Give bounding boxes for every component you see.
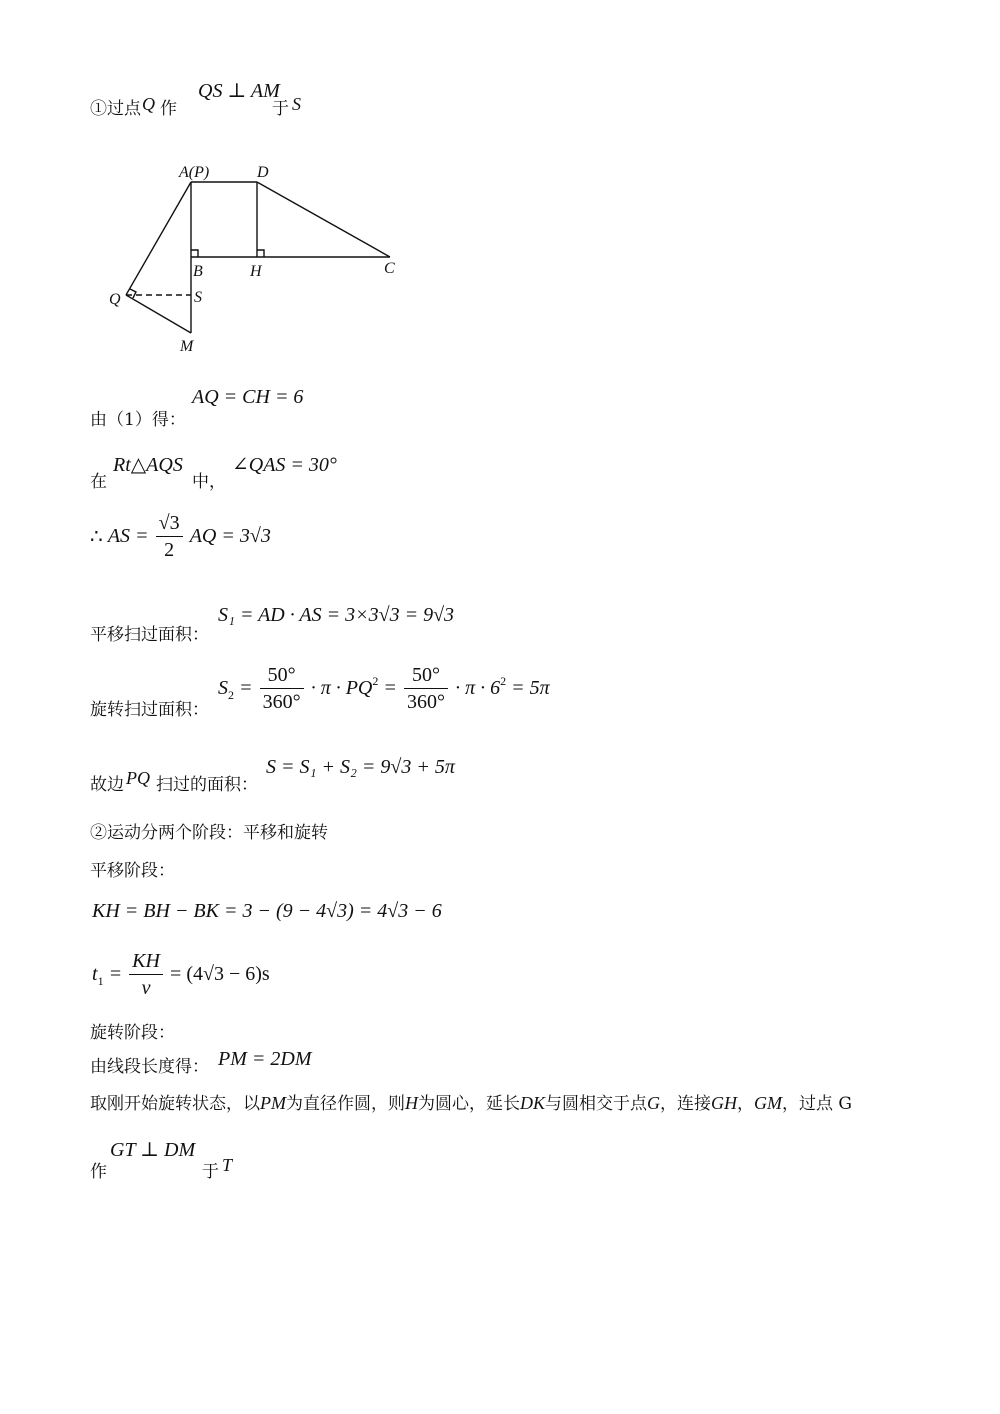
- s2-middle: · $\pi \cdot PQ^2$ =: [310, 674, 397, 699]
- point-s: S: [292, 94, 301, 114]
- step-4-lhs: AS =: [107, 525, 149, 547]
- point-h: H: [405, 1093, 418, 1113]
- step-3-mid: 中，: [192, 472, 226, 492]
- step-2-formula: AQ = CH = 6: [192, 386, 304, 408]
- text-segment: ，: [737, 1094, 755, 1114]
- step-3-formula: ∠QAS = 30°: [232, 454, 337, 476]
- step-1-zuo: 作: [160, 99, 177, 119]
- t1-lhs: $t_1$ =: [92, 963, 123, 988]
- fraction-numerator: KH: [129, 948, 163, 975]
- fraction-denominator: v: [141, 977, 151, 999]
- step-6-prefix: 旋转扫过面积：: [90, 700, 209, 720]
- translation-stage-label: 平移阶段：: [90, 861, 175, 881]
- point-q: Q: [142, 94, 155, 114]
- step-15-zuo: 作: [90, 1162, 107, 1182]
- pm-2dm-formula: PM = 2DM: [218, 1048, 312, 1070]
- angle-fraction-2: [404, 662, 448, 715]
- kh-over-v: [129, 948, 163, 1001]
- kh-formula: KH = BH − BK = 3 − (9 − 4√3) = 4√3 − 6: [92, 900, 442, 922]
- label-a-p: A(P): [179, 164, 210, 181]
- step-1-formula: QS ⊥ AM: [198, 80, 280, 102]
- text-segment: 与圆相交于点: [545, 1094, 648, 1114]
- segment-gm: GM: [754, 1093, 783, 1113]
- label-m: M: [180, 338, 194, 355]
- step-5-prefix: 平移扫过面积：: [90, 625, 209, 645]
- therefore-symbol: ∴: [90, 526, 103, 548]
- label-q: Q: [109, 291, 121, 308]
- text-segment: ，过点 G: [782, 1094, 852, 1114]
- point-t: T: [222, 1155, 233, 1175]
- fraction-denominator: 2: [164, 539, 175, 561]
- segment-dk: DK: [520, 1093, 546, 1113]
- step-4-line: [90, 510, 271, 563]
- sqrt3-over-2: [156, 510, 183, 563]
- segment-pm: PM: [260, 1093, 286, 1113]
- angle-fraction-1: [260, 662, 304, 715]
- point-g: G: [647, 1093, 661, 1113]
- step-2-prefix: 由（1）得：: [90, 410, 186, 430]
- fraction-denominator: 360°: [262, 691, 301, 713]
- t1-result: = (4√3 − 6)s: [170, 963, 270, 985]
- rotation-stage-label: 旋转阶段：: [90, 1023, 175, 1043]
- fraction-numerator: √3: [156, 510, 183, 537]
- label-b: B: [193, 263, 203, 280]
- step-15-yu: 于: [202, 1162, 219, 1182]
- step-6-formula: [218, 662, 550, 715]
- segment-pq: PQ: [126, 768, 150, 788]
- step-7-suffix: 扫过的面积：: [156, 775, 258, 795]
- step-1-yu: 于: [272, 99, 289, 119]
- fraction-denominator: 360°: [406, 691, 445, 713]
- stage-heading: ②运动分两个阶段：平移和旋转: [90, 823, 328, 843]
- text-segment: 取刚开始旋转状态，以: [90, 1094, 260, 1114]
- step-7-formula: S = S₁ + S₂ = 9√3 + 5π: [266, 756, 455, 778]
- t1-formula: [92, 948, 270, 1001]
- step-7-prefix: 故边: [90, 775, 124, 795]
- s2-result: · $\pi \cdot 6^2 = 5\pi$: [455, 674, 550, 699]
- fraction-numerator: 50°: [404, 662, 448, 689]
- segment-gh: GH: [711, 1093, 738, 1113]
- step-5-formula: S₁ = AD · AS = 3×3√3 = 9√3: [218, 604, 455, 626]
- geometry-figure: [100, 155, 420, 360]
- text-segment: ，连接: [660, 1094, 712, 1114]
- triangle-aqs: Rt△AQS: [113, 454, 183, 476]
- step-4-rhs: AQ = 3√3: [189, 525, 271, 547]
- s2-lhs: $S_2$ =: [218, 677, 253, 702]
- label-h: H: [250, 263, 262, 280]
- text-segment: 为直径作圆，则: [286, 1094, 405, 1114]
- fraction-numerator: 50°: [260, 662, 304, 689]
- gt-perp-dm: GT ⊥ DM: [110, 1139, 196, 1161]
- step-14-line: [90, 1089, 852, 1114]
- label-d: D: [257, 164, 269, 181]
- text-segment: 为圆心，延长: [418, 1094, 520, 1114]
- step-1-prefix: ①过点: [90, 99, 141, 119]
- step-3-prefix: 在: [90, 472, 107, 492]
- label-s: S: [194, 289, 202, 306]
- label-c: C: [384, 260, 395, 277]
- step-1-line: [90, 80, 390, 120]
- step-13-prefix: 由线段长度得：: [90, 1057, 209, 1077]
